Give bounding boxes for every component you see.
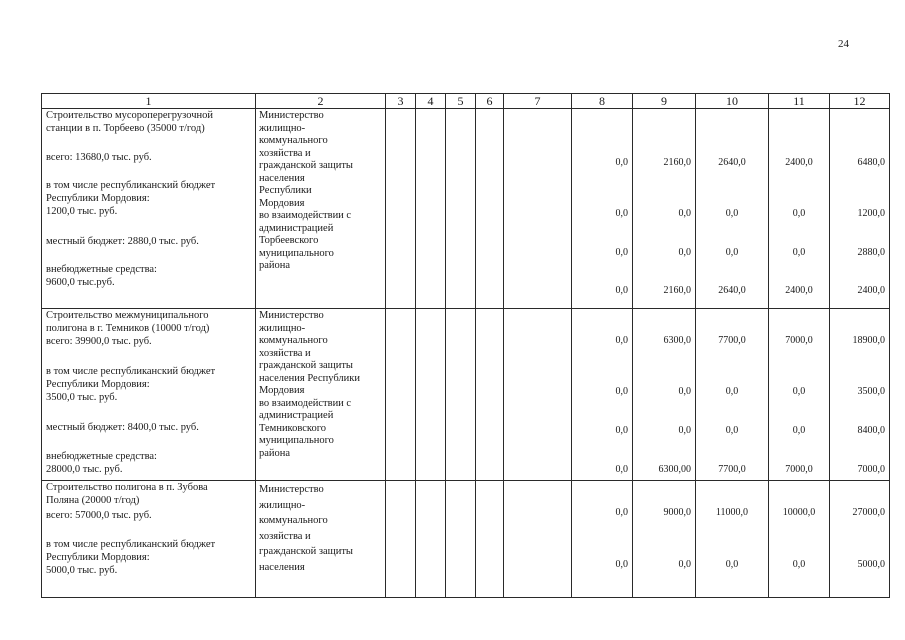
- value-cell-col11: 10000,0 0,0: [769, 481, 830, 598]
- budget-line: в том числе республиканский бюджет: [46, 180, 216, 191]
- column-header: 5: [446, 94, 476, 109]
- column-header: 11: [769, 94, 830, 109]
- value-cell-col8: 0,0 0,0 0,0 0,0: [572, 109, 633, 309]
- executor-text: Министерство жилищно- коммунального хозяйства и гражданской защиты населения: [259, 484, 353, 573]
- empty-cell: [416, 109, 446, 309]
- empty-cell: [476, 481, 504, 598]
- value-cell-col9: 2160,0 0,0 0,0 2160,0: [633, 109, 696, 309]
- value-cell-col8: 0,0 0,0: [572, 481, 633, 598]
- value-cell-col10: 11000,0 0,0: [696, 481, 769, 598]
- project-title-line: Поляна (20000 т/год): [46, 495, 140, 506]
- empty-cell: [476, 109, 504, 309]
- executor-cell: [256, 109, 386, 309]
- column-header: 7: [504, 94, 572, 109]
- project-description: [42, 481, 256, 598]
- executor-text: Министерство жилищно- коммунального хозяйства и гражданской защиты населения Республики Мордовия во взаимодействии с администрацией Торбеевского муниципального района: [259, 110, 353, 271]
- value-cell-col8: 0,0 0,0 0,0 0,0: [572, 309, 633, 481]
- budget-line: Республики Мордовия:: [46, 379, 150, 390]
- empty-cell: [386, 481, 416, 598]
- column-header: 10: [696, 94, 769, 109]
- project-title-line: полигона в г. Темников (10000 т/год): [46, 323, 210, 334]
- executor-text: Министерство жилищно- коммунального хозяйства и гражданской защиты населения Республики Мордовия во взаимодействии с администрацией Темниковского муниципального района: [259, 310, 360, 459]
- column-header: 12: [830, 94, 890, 109]
- project-title-line: станции в п. Торбеево (35000 т/год): [46, 123, 205, 134]
- empty-cell: [416, 309, 446, 481]
- executor-cell: [256, 309, 386, 481]
- budget-line: в том числе республиканский бюджет: [46, 366, 216, 377]
- column-header: 6: [476, 94, 504, 109]
- empty-cell: [386, 309, 416, 481]
- empty-cell: [446, 109, 476, 309]
- project-title-line: Строительство полигона в п. Зубова: [46, 482, 208, 493]
- value-cell-col10: 7700,0 0,0 0,0 7700,0: [696, 309, 769, 481]
- extrabudget-line: 9600,0 тыс.руб.: [46, 277, 115, 288]
- column-header: 8: [572, 94, 633, 109]
- empty-cell: [504, 109, 572, 309]
- value-cell-col9: 6300,0 0,0 0,0 6300,00: [633, 309, 696, 481]
- table-row: [42, 309, 890, 481]
- extrabudget-line: внебюджетные средства:: [46, 264, 157, 275]
- local-budget: местный бюджет: 8400,0 тыс. руб.: [46, 422, 199, 433]
- local-budget: местный бюджет: 2880,0 тыс. руб.: [46, 236, 199, 247]
- budget-line: в том чиcле республиканский бюджет: [46, 539, 216, 550]
- column-header: 1: [42, 94, 256, 109]
- empty-cell: [504, 481, 572, 598]
- empty-cell: [476, 309, 504, 481]
- program-table: [41, 93, 890, 598]
- value-cell-col11: 2400,0 0,0 0,0 2400,0: [769, 109, 830, 309]
- header-row: [42, 94, 890, 109]
- table-row: [42, 481, 890, 598]
- empty-cell: [504, 309, 572, 481]
- table-row: [42, 109, 890, 309]
- value-cell-col12: 18900,0 3500,0 8400,0 7000,0: [830, 309, 890, 481]
- budget-line: Республики Мордовия:: [46, 552, 150, 563]
- total-amount: всего: 39900,0 тыс. руб.: [46, 336, 152, 347]
- empty-cell: [416, 481, 446, 598]
- column-header: 2: [256, 94, 386, 109]
- executor-cell: [256, 481, 386, 598]
- page-number: 24: [838, 38, 849, 50]
- value-cell-col9: 9000,0 0,0: [633, 481, 696, 598]
- project-description: [42, 109, 256, 309]
- empty-cell: [386, 109, 416, 309]
- extrabudget-line: внебюджетные средства:: [46, 451, 157, 462]
- value-cell-col11: 7000,0 0,0 0,0 7000,0: [769, 309, 830, 481]
- total-amount: всего: 57000,0 тыс. руб.: [46, 510, 152, 521]
- project-title-line: Строительство мусороперегрузочной: [46, 110, 213, 121]
- budget-line: 5000,0 тыс. руб.: [46, 565, 118, 576]
- value-cell-col12: 6480,0 1200,0 2880,0 2400,0: [830, 109, 890, 309]
- budget-line: Республики Мордовия:: [46, 193, 150, 204]
- budget-line: 1200,0 тыс. руб.: [46, 206, 118, 217]
- column-header: 3: [386, 94, 416, 109]
- empty-cell: [446, 309, 476, 481]
- total-amount: всего: 13680,0 тыс. руб.: [46, 152, 152, 163]
- column-header: 9: [633, 94, 696, 109]
- column-header: 4: [416, 94, 446, 109]
- value-cell-col10: 2640,0 0,0 0,0 2640,0: [696, 109, 769, 309]
- extrabudget-line: 28000,0 тыс. руб.: [46, 464, 123, 475]
- budget-line: 3500,0 тыс. руб.: [46, 392, 118, 403]
- value-cell-col12: 27000,0 5000,0: [830, 481, 890, 598]
- empty-cell: [446, 481, 476, 598]
- project-title-line: Строительство межмуниципального: [46, 310, 209, 321]
- project-description: [42, 309, 256, 481]
